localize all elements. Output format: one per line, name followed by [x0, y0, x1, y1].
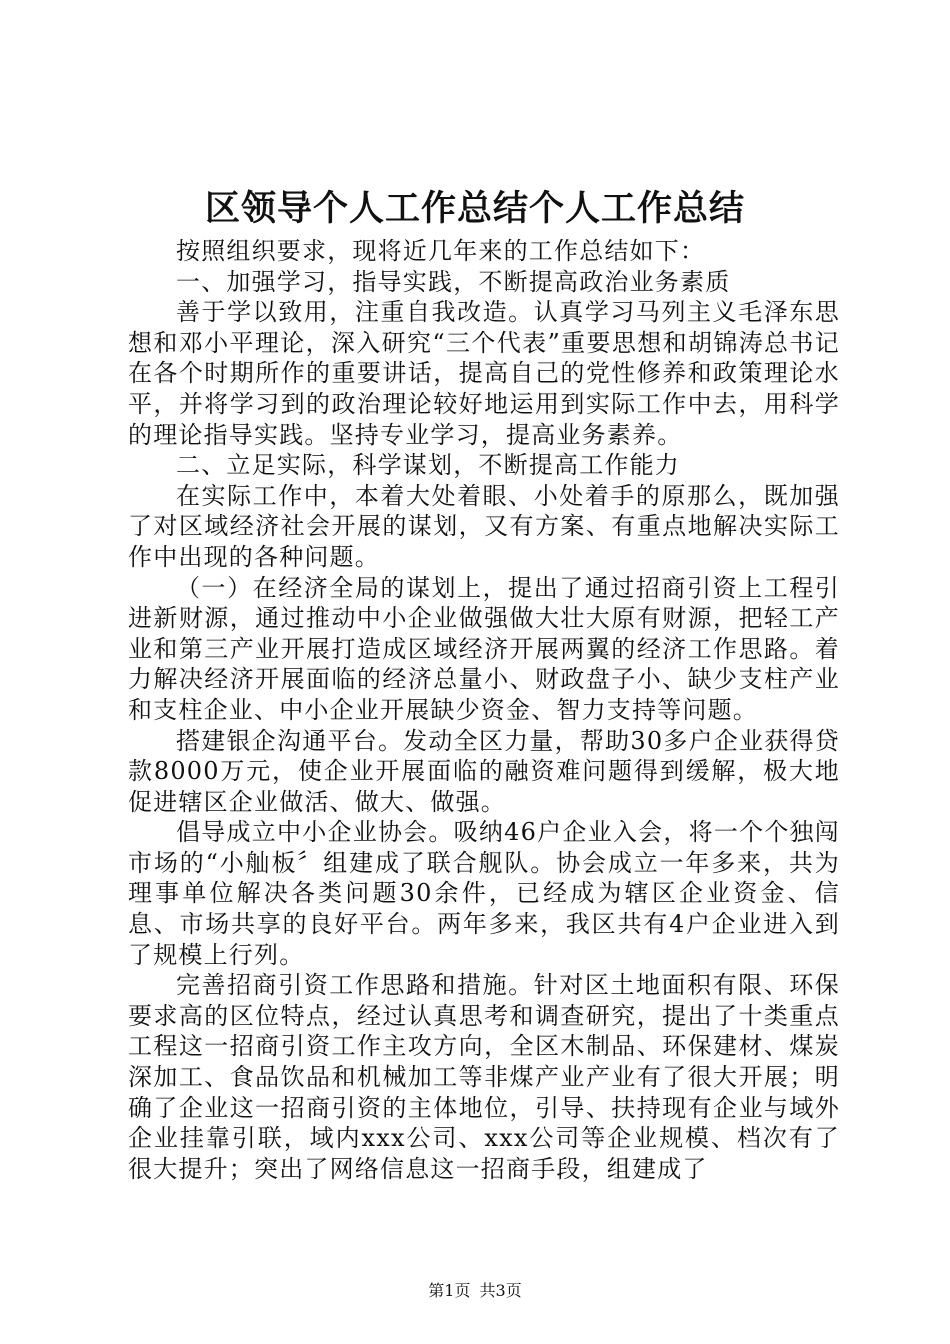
paragraph-practice: 在实际工作中，本着大处着眼、小处着手的原那么，既加强了对区域经济社会开展的谋划，又有方案、有重点地解决实际工作中出现的各种问题。 — [128, 481, 840, 571]
page-total: 共3页 — [479, 1281, 522, 1300]
document-body — [128, 236, 840, 1184]
paragraph-bank-platform: 搭建银企沟通平台。发动全区力量，帮助30多户企业获得贷款8000万元，使企业开展面临的融资难问题得到缓解，极大地促进辖区企业做活、做大、做强。 — [128, 726, 840, 816]
page-footer — [0, 1281, 950, 1301]
document-title: 区领导个人工作总结个人工作总结 — [204, 188, 745, 229]
paragraph-economy-plan: （一）在经济全局的谋划上，提出了通过招商引资上工程引进新财源，通过推动中小企业做强做大壮大原有财源，把轻工产业和第三产业开展打造成区域经济开展两翼的经济工作思路。着力解决经济开展面临的经济总量小、财政盘子小、缺少支柱产业和支柱企业、中小企业开展缺少资金、智力支持等问题。 — [128, 573, 840, 724]
page-number: 第1页 — [428, 1281, 471, 1300]
paragraph-investment: 完善招商引资工作思路和措施。针对区土地面积有限、环保要求高的区位特点，经过认真思考和调查研究，提出了十类重点工程这一招商引资工作主攻方向，全区木制品、环保建材、煤炭深加工、食品饮品和机械加工等非煤产业产业有了很大开展；明确了企业这一招商引资的主体地位，引导、扶持现有企业与域外企业挂靠引联，域内xxx公司、xxx公司等企业规模、档次有了很大提升；突出了网络信息这一招商手段，组建成了 — [128, 971, 840, 1183]
paragraph-sme-association: 倡导成立中小企业协会。吸纳46户企业入会，将一个个独闯市场的“小舢板〞组建成了联合舰队。协会成立一年多来，共为理事单位解决各类问题30余件，已经成为辖区企业资金、信息、市场共享的良好平台。两年多来，我区共有4户企业进入到了规模上行列。 — [128, 818, 840, 969]
paragraph-intro: 按照组织要求，现将近几年来的工作总结如下： — [176, 237, 706, 265]
heading-section-1: 一、加强学习，指导实践，不断提高政治业务素质 — [176, 267, 731, 296]
paragraph-study: 善于学以致用，注重自我改造。认真学习马列主义毛泽东思想和邓小平理论，深入研究“三个代表”重要思想和胡锦涛总书记在各个时期所作的重要讲话，提高自己的党性修养和政策理论水平，并将学习到的政治理论较好地运用到实际工作中去，用科学的理论指导实践。坚持专业学习，提高业务素养。 — [128, 298, 840, 449]
heading-section-2: 二、立足实际，科学谋划，不断提高工作能力 — [176, 451, 680, 480]
